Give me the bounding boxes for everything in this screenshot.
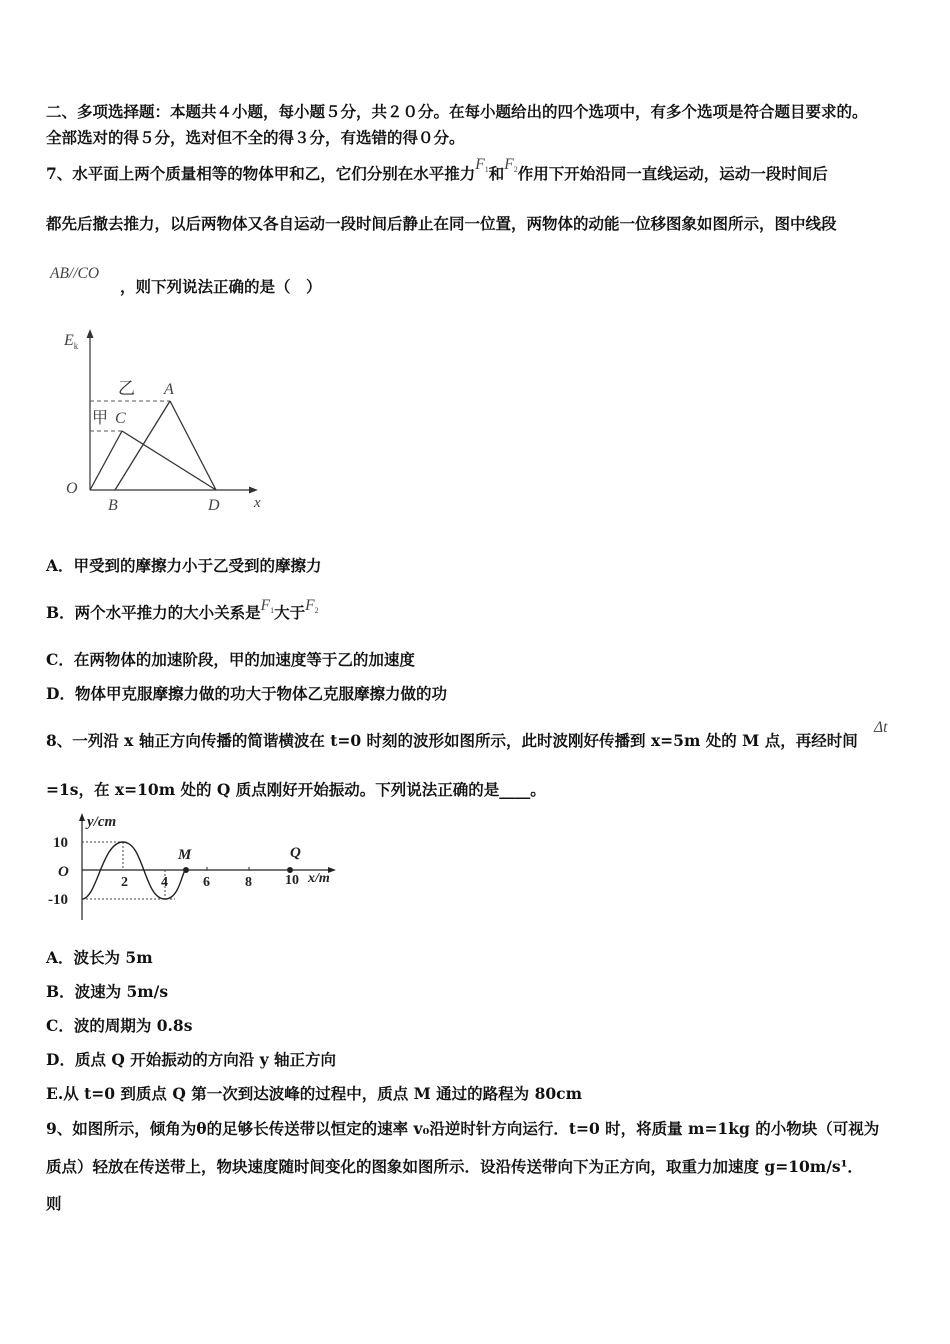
x-tick-8: 8 (245, 875, 252, 890)
q8-option-a: A．波长为 5m (46, 948, 153, 967)
axis-label-x: x (254, 495, 261, 511)
q8-option-c: C．波的周期为 0.8s (46, 1016, 193, 1035)
q7-text-b: 作用下开始沿同一直线运动，运动一段时间后 (517, 164, 828, 183)
f2-symbol-b: $F_2$ (305, 597, 319, 615)
q8-line1: 8、一列沿 x 轴正方向传播的简谐横波在 t=0 时刻的波形如图所示，此时波刚好传播到 x=5m 处的 M 点，再经时间 (46, 731, 858, 750)
y-tick-o: O (58, 864, 69, 880)
y-tick-10: 10 (53, 835, 68, 851)
wave-y-label: y/cm (87, 814, 117, 830)
q8-option-d: D．质点 Q 开始振动的方向沿 y 轴正方向 (46, 1050, 337, 1069)
origin-label: O (66, 480, 78, 497)
q7-option-b: B．两个水平推力的大小关系是$F_1$大于$F_2$ (46, 597, 319, 622)
point-label-b: B (108, 497, 118, 514)
delta-t: Δt (874, 719, 888, 736)
label-q: Q (290, 845, 301, 861)
q7-line3: ，则下列说法正确的是（ ） (120, 277, 322, 296)
point-label-d: D (208, 497, 220, 514)
x-tick-2: 2 (121, 875, 128, 890)
q7-text-a: 7、水平面上两个质量相等的物体甲和乙，它们分别在水平推力 (46, 164, 476, 183)
line-AD (170, 401, 216, 490)
label-m: M (178, 847, 192, 863)
q9-line3: 则 (46, 1194, 62, 1213)
wave-x-label: x/m (308, 871, 330, 886)
q7-option-c: C．在两物体的加速阶段，甲的加速度等于乙的加速度 (46, 650, 415, 669)
label-jia: 甲 (92, 410, 109, 427)
y-axis-arrow (87, 329, 94, 338)
x-tick-6: 6 (203, 875, 210, 890)
q8-option-e: E.从 t=0 到质点 Q 第一次到达波峰的过程中，质点 M 通过的路程为 80cm (46, 1084, 582, 1103)
wave-graph (45, 810, 345, 925)
label-yi: 乙 (118, 379, 135, 398)
q7-line2: 都先后撤去推力，以后两物体又各自运动一段时间后静止在同一位置，两物体的动能一位移图象如图所示，图中线段 (46, 214, 837, 233)
y-tick-neg10: -10 (48, 892, 68, 908)
q7-option-a: A．甲受到的摩擦力小于乙受到的摩擦力 (46, 556, 322, 575)
point-label-a: A (164, 381, 174, 398)
q9-line2: 质点）轻放在传送带上，物块速度随时间变化的图象如图所示．设沿传送带向下为正方向，取重力加速度 g=10m/s¹． (46, 1157, 863, 1176)
section-header-line1: 二、多项选择题：本题共４小题，每小题５分，共２０分。在每小题给出的四个选项中，有多个选项是符合题目要求的。 (46, 102, 868, 121)
point-label-c: C (115, 410, 126, 427)
q8-option-b: B．波速为 5m/s (46, 982, 169, 1001)
q8-line2: =1s，在 x=10m 处的 Q 质点刚好开始振动。下列说法正确的是____。 (46, 780, 546, 799)
f1-symbol-b: $F_1$ (260, 597, 275, 615)
x-tick-10: 10 (285, 873, 299, 888)
section-header-line2: 全部选对的得５分，选对但不全的得３分，有选错的得０分。 (46, 128, 465, 147)
axis-label-ek: $E_k$ (64, 332, 79, 351)
q7-line1 (46, 156, 828, 190)
f1-symbol: $F_1$ (475, 156, 489, 174)
line-CD (122, 431, 216, 490)
point-m (183, 867, 189, 873)
f2-symbol: $F_2$ (504, 156, 518, 174)
ab-co-formula: AB//CO (50, 265, 100, 282)
ek-x-graph (60, 325, 280, 525)
line-OC (90, 431, 122, 490)
q9-line1: 9、如图所示，倾角为θ的足够长传送带以恒定的速率 v₀沿逆时针方向运行．t=0 时，将质量 m=1kg 的小物块（可视为 (46, 1119, 880, 1138)
x-tick-4: 4 (161, 875, 168, 890)
x-axis-arrow (249, 487, 258, 494)
q7-and: 和 (488, 164, 505, 183)
q7-option-d: D．物体甲克服摩擦力做的功大于物体乙克服摩擦力做的功 (46, 684, 447, 703)
